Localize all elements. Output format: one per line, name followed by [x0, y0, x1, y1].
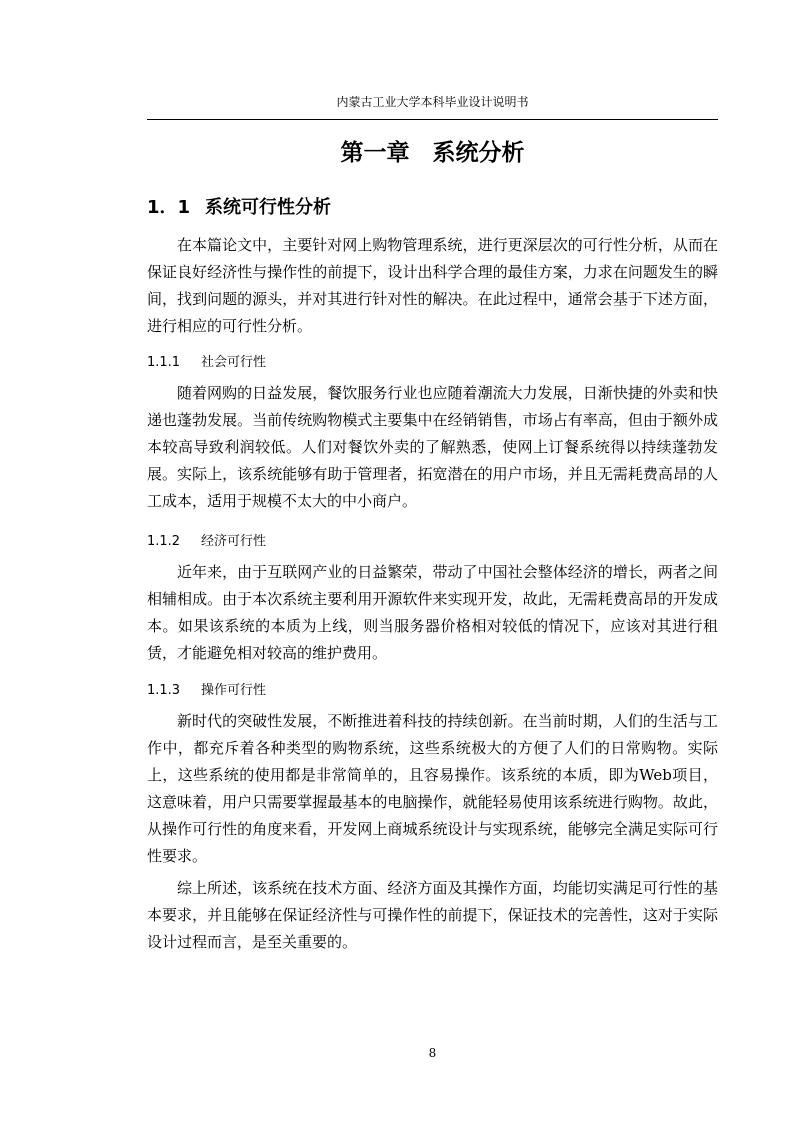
- section-body: [147, 232, 718, 340]
- subsection-2: [147, 528, 718, 667]
- paragraph: 随着网购的日益发展，餐饮服务行业也应随着潮流大力发展，日渐快捷的外卖和快递也蓬勃发展。当前传统购物模式主要集中在经销销售，市场占有率高，但由于额外成本较高导致利润较低。人们对餐饮外卖的了解熟悉，使网上订餐系统得以持续蓬勃发展。实际上，该系统能够有助于管理者，拓宽潜在的用户市场，并且无需耗费高昂的人工成本，适用于规模不太大的中小商户。: [147, 384, 718, 510]
- section-title: 系统可行性分析: [205, 197, 331, 218]
- subsection-title: 社会可行性: [201, 355, 267, 370]
- subsection-number: 1.1.1: [147, 355, 181, 370]
- paragraph: 近年来，由于互联网产业的日益繁荣，带动了中国社会整体经济的增长，两者之间相辅相成。由于本次系统主要利用开源软件来实现开发，故此，无需耗费高昂的开发成本。如果该系统的本质为上线，则当服务器价格相对较低的情况下，应该对其进行租赁，才能避免相对较高的维护费用。: [147, 563, 718, 662]
- section-heading: [147, 195, 331, 221]
- chapter-title: 第一章 系统分析: [340, 140, 525, 166]
- subsection-heading: [147, 349, 718, 376]
- page-number: 8: [428, 1046, 437, 1060]
- header-divider: [147, 119, 718, 120]
- paragraph: 综上所述，该系统在技术方面、经济方面及其操作方面，均能切实满足可行性的基本要求，并且能够在保证经济性与可操作性的前提下，保证技术的完善性，这对于实际设计过程而言，是至关重要的。: [147, 879, 718, 951]
- page-header: 内蒙古工业大学本科毕业设计说明书: [336, 95, 529, 109]
- subsection-3: [147, 677, 718, 956]
- section-number: 1．1: [147, 197, 191, 218]
- subsection-title: 经济可行性: [201, 534, 267, 549]
- subsection-1: [147, 349, 718, 515]
- subsection-heading: [147, 677, 718, 704]
- subsection-number: 1.1.3: [147, 683, 181, 698]
- paragraph: 新时代的突破性发展，不断推进着科技的持续创新。在当前时期，人们的生活与工作中，都充斥着各种类型的购物系统，这些系统极大的方便了人们的日常购物。实际上，这些系统的使用都是非常简单的，且容易操作。该系统的本质，即为Web项目，这意味着，用户只需要掌握最基本的电脑操作，就能轻易使用该系统进行购物。故此，从操作可行性的角度来看，开发网上商城系统设计与实现系统，能够完全满足实际可行性要求。: [147, 712, 718, 865]
- subsection-title: 操作可行性: [201, 683, 267, 698]
- subsection-heading: [147, 528, 718, 555]
- subsection-number: 1.1.2: [147, 534, 181, 549]
- section-intro-paragraph: 在本篇论文中，主要针对网上购物管理系统，进行更深层次的可行性分析，从而在保证良好经济性与操作性的前提下，设计出科学合理的最佳方案，力求在问题发生的瞬间，找到问题的源头，并对其进行针对性的解决。在此过程中，通常会基于下述方面，进行相应的可行性分析。: [147, 236, 718, 335]
